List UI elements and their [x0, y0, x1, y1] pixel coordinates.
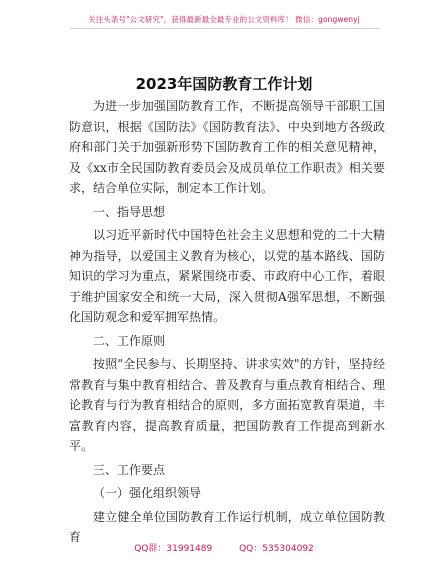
section-heading-work-points: 三、工作要点 — [93, 462, 166, 477]
header-divider — [70, 28, 380, 29]
footer-qq: QQ：535304092 — [239, 544, 314, 554]
section-heading-guiding-ideology: 一、指导思想 — [93, 204, 166, 219]
footer-qq-group: QQ群：31991489 — [134, 544, 213, 554]
document-title: 2023年国防教育工作计划 — [135, 75, 313, 93]
subsection-heading-organization: （一）强化组织领导 — [93, 486, 202, 500]
section-text-guiding-ideology: 以习近平新时代中国特色社会主义思想和党的二十大精神为指导，以爱国主义教育为核心，以党的基本路线、国防知识的学习为重点，紧紧围绕市委、市政府中心工作，着眼于维护国家安全和统一大局，深入贯彻A强军思想，不断强化国防观念和爱军拥军热情。 — [69, 228, 385, 324]
section-text-work-points: 建立健全单位国防教育工作运行机制，成立单位国防教育 — [69, 509, 385, 544]
header-note: 关注头条号"公文研究"，获得最新最全最专业的公文资料库！ 微信：gongwenyj — [88, 15, 360, 24]
document-body — [69, 96, 385, 548]
footer-contact — [0, 541, 448, 554]
section-heading-work-principles: 二、工作原则 — [93, 333, 166, 348]
intro-paragraph: 为进一步加强国防教育工作，不断提高领导干部职工国防意识，根据《国防法》《国防教育法》、中央到地方各级政府和部门关于加强新形势下国防教育工作的相关意见精神，及《xx市全民国防教育委员会及成员单位工作职责》相关要求，结合单位实际，制定本工作计划。 — [69, 99, 385, 195]
section-text-work-principles: 按照"全民参与、长期坚持、讲求实效"的方针，坚持经常教育与集中教育相结合、普及教育与重点教育相结合、理论教育与行为教育相结合的原则，多方面拓宽教育渠道，丰富教育内容，提高教育质量，把国防教育工作提高到新水平。 — [69, 357, 385, 453]
